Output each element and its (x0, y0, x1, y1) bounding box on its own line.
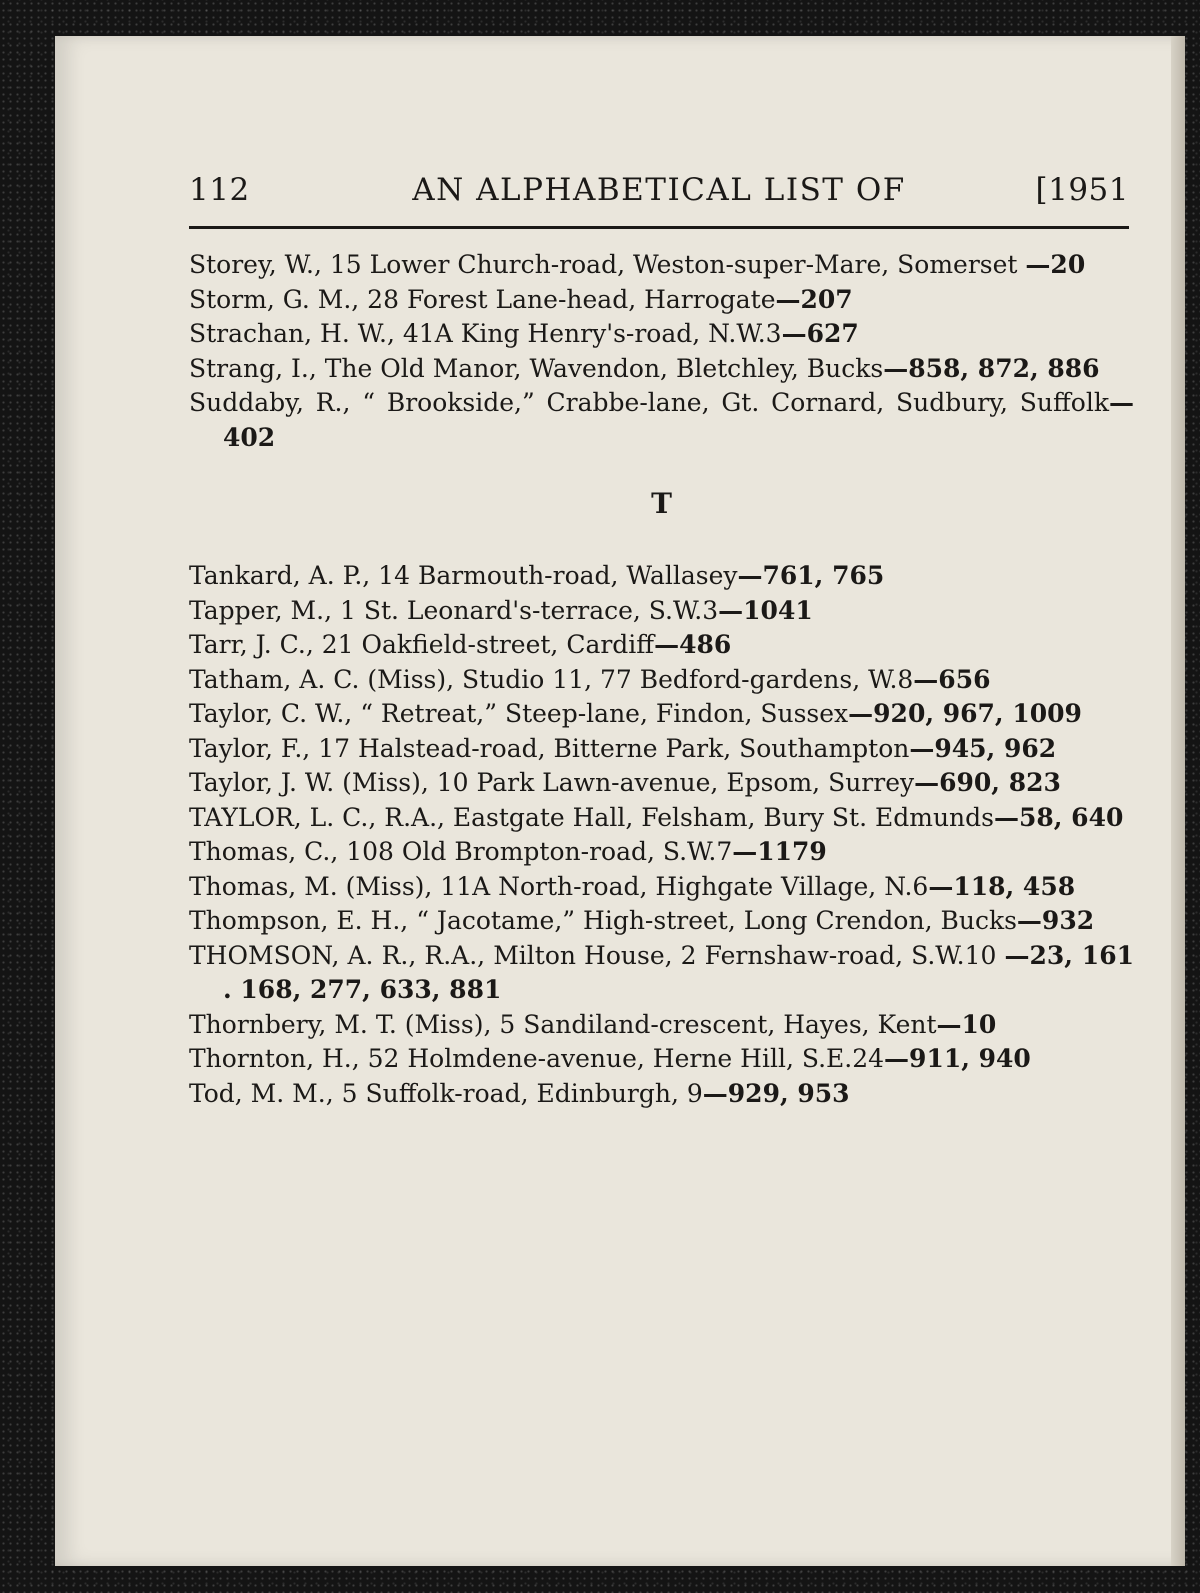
entry-text: TAYLOR, L. C., R.A., Eastgate Hall, Felsham, Bury St. Edmunds (189, 802, 994, 832)
entry-text: Strachan, H. W., 41A King Henry's-road, N.W.3 (189, 319, 782, 348)
entry-references: —858, 872, 886 (883, 353, 1100, 383)
entry-text: Storm, G. M., 28 Forest Lane-head, Harrogate (189, 284, 776, 314)
list-entry (189, 835, 1134, 870)
entry-references: —929, 953 (702, 1078, 850, 1108)
list-entry (189, 594, 1134, 629)
list-entry (189, 904, 1134, 939)
entry-references: —911, 940 (884, 1044, 1031, 1073)
entry-text: Thornbery, M. T. (Miss), 5 Sandiland-crescent, Hayes, Kent (189, 1009, 937, 1039)
list-entry (189, 352, 1134, 387)
running-header (189, 172, 1129, 218)
entry-references: —761, 765 (737, 561, 885, 590)
entry-references: —10 (936, 1009, 997, 1039)
header-year: [1951 (1035, 172, 1129, 208)
list-entry (189, 697, 1134, 732)
entry-text: Thomas, M. (Miss), 11A North-road, Highgate Village, N.6 (189, 871, 929, 901)
list-entry (189, 663, 1134, 698)
entry-text: Tapper, M., 1 St. Leonard's-terrace, S.W.3 (189, 595, 719, 625)
page-edge (1171, 36, 1185, 1566)
entry-references: —945, 962 (909, 733, 1057, 763)
list-entry (189, 939, 1134, 1008)
list-entry (189, 766, 1134, 801)
entry-references: —1179 (732, 837, 827, 866)
list-entry (189, 283, 1134, 318)
list-entry (189, 870, 1134, 905)
entry-references: —207 (775, 284, 853, 314)
entry-references: —118, 458 (928, 871, 1076, 901)
list-entry (189, 248, 1134, 283)
entry-references: —402 (223, 388, 1134, 452)
book-page (55, 36, 1185, 1566)
section-letter-t: T (651, 487, 672, 520)
entry-references: —690, 823 (914, 768, 1061, 797)
list-entry (189, 1008, 1134, 1043)
entry-text: Taylor, C. W., “ Retreat,” Steep-lane, Findon, Sussex (189, 699, 849, 728)
entry-list (189, 248, 1134, 1111)
entry-text: Thornton, H., 52 Holmdene-avenue, Herne Hill, S.E.24 (189, 1044, 885, 1073)
entry-text: Tankard, A. P., 14 Barmouth-road, Wallasey (189, 561, 738, 590)
section-t-entries (189, 559, 1134, 1111)
list-entry (189, 386, 1134, 455)
entry-references: —20 (1025, 250, 1086, 279)
header-rule (189, 226, 1129, 229)
entry-text: Storey, W., 15 Lower Church-road, Weston-super-Mare, Somerset (189, 250, 1026, 279)
entry-references: —1041 (718, 595, 813, 625)
list-entry (189, 559, 1134, 594)
entry-references: —932 (1016, 906, 1095, 935)
entry-text: Thompson, E. H., “ Jacotame,” High-street, Long Crendon, Bucks (189, 906, 1017, 935)
entry-text: Tatham, A. C. (Miss), Studio 11, 77 Bedford-gardens, W.8 (189, 664, 914, 694)
entry-references: —486 (654, 630, 732, 659)
entry-text: Taylor, J. W. (Miss), 10 Park Lawn-avenue, Epsom, Surrey (189, 768, 915, 797)
entry-text: Strang, I., The Old Manor, Wavendon, Bletchley, Bucks (189, 353, 884, 383)
list-entry (189, 628, 1134, 663)
list-entry (189, 732, 1134, 767)
entry-references: —23, 161 . 168, 277, 633, 881 (223, 940, 1134, 1004)
entry-text: THOMSON, A. R., R.A., Milton House, 2 Fernshaw-road, S.W.10 (189, 940, 1005, 970)
entry-references: —920, 967, 1009 (848, 699, 1082, 728)
entry-text: Tod, M. M., 5 Suffolk-road, Edinburgh, 9 (189, 1078, 703, 1108)
section-s-entries (189, 248, 1134, 455)
entry-references: —627 (781, 319, 859, 348)
list-entry (189, 801, 1134, 836)
entry-references: —58, 640 (993, 802, 1124, 832)
entry-text: Tarr, J. C., 21 Oakfield-street, Cardiff (189, 630, 655, 659)
entry-text: Suddaby, R., “ Brookside,” Crabbe-lane, Gt. Cornard, Sudbury, Suffolk (189, 388, 1109, 417)
entry-text: Taylor, F., 17 Halstead-road, Bitterne Park, Southampton (189, 733, 910, 763)
list-entry (189, 1077, 1134, 1112)
page-number: 112 (189, 172, 250, 208)
page-title: AN ALPHABETICAL LIST OF (412, 172, 906, 208)
list-entry (189, 1042, 1134, 1077)
entry-references: —656 (913, 664, 991, 694)
list-entry (189, 317, 1134, 352)
entry-text: Thomas, C., 108 Old Brompton-road, S.W.7 (189, 837, 733, 866)
